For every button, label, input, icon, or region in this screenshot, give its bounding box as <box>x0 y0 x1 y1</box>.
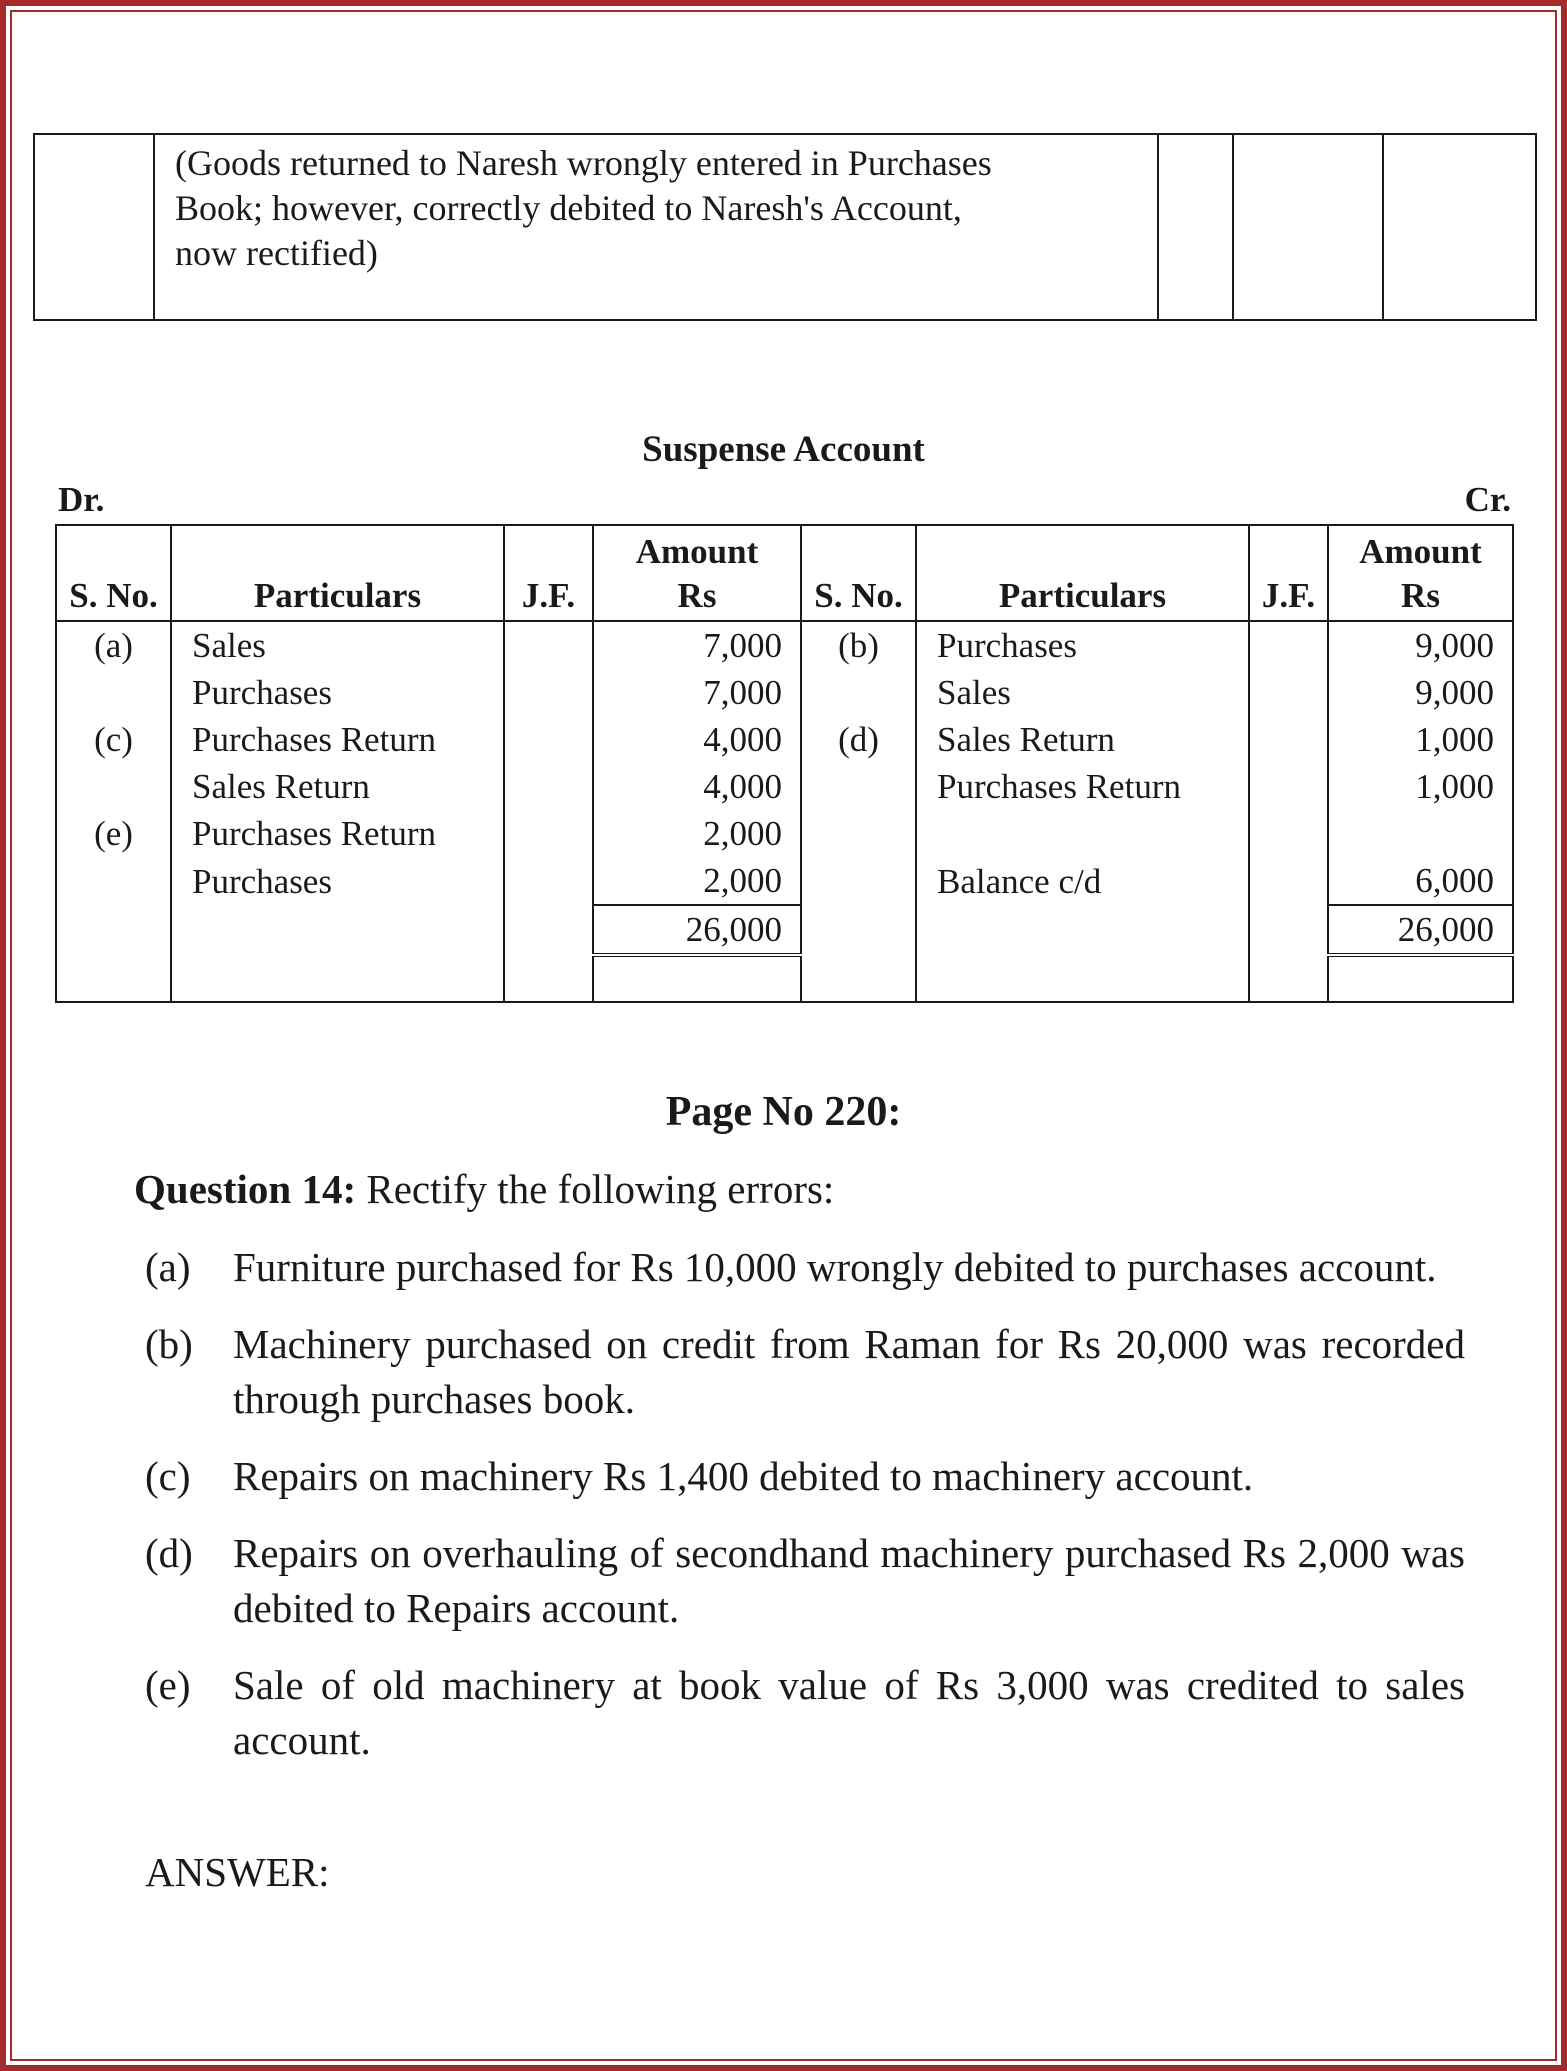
dr-label: Dr. <box>58 480 105 519</box>
cr-particulars: Sales <box>916 669 1249 716</box>
item-label: (a) <box>145 1244 191 1290</box>
dr-amount: 4,000 <box>593 763 801 810</box>
closing-cell <box>916 955 1249 1002</box>
cr-particulars <box>916 810 1249 857</box>
ledger-total-row <box>56 905 1513 955</box>
dr-particulars: Sales <box>171 621 504 669</box>
dr-sno <box>56 763 171 810</box>
dr-particulars: Purchases Return <box>171 716 504 763</box>
ledger-row <box>56 763 1513 810</box>
question-item <box>145 1658 1465 1768</box>
cr-jf <box>1249 716 1328 763</box>
item-text: Sale of old machinery at book value of Rs 3,000 was credited to sales account. <box>233 1662 1465 1763</box>
journal-narration-cell <box>154 134 1158 320</box>
question-heading <box>134 1165 834 1213</box>
item-label: (e) <box>145 1662 191 1708</box>
cr-jf <box>1249 621 1328 669</box>
header-dr-sno: S. No. <box>56 525 171 621</box>
closing-cell <box>1328 955 1513 1002</box>
dr-total: 26,000 <box>593 905 801 955</box>
dr-particulars: Sales Return <box>171 763 504 810</box>
cr-amount: 1,000 <box>1328 716 1513 763</box>
dr-jf <box>504 669 593 716</box>
cr-sno: (d) <box>801 716 916 763</box>
header-dr-particulars: Particulars <box>171 525 504 621</box>
cr-particulars: Purchases Return <box>916 763 1249 810</box>
cr-sno: (b) <box>801 621 916 669</box>
dr-sno: (e) <box>56 810 171 857</box>
item-text: Machinery purchased on credit from Raman for Rs 20,000 was recorded through purchases book. <box>233 1321 1465 1422</box>
journal-lf-cell <box>1158 134 1233 320</box>
ledger-row <box>56 716 1513 763</box>
dr-particulars: Purchases <box>171 857 504 905</box>
cr-particulars: Purchases <box>916 621 1249 669</box>
closing-cell <box>1249 955 1328 1002</box>
header-cr-particulars: Particulars <box>916 525 1249 621</box>
cr-jf <box>1249 669 1328 716</box>
ledger-row <box>56 669 1513 716</box>
dr-jf <box>504 621 593 669</box>
cr-sno <box>801 810 916 857</box>
dr-amount: 7,000 <box>593 669 801 716</box>
dr-particulars <box>171 905 504 955</box>
amount-label: Amount <box>635 532 759 571</box>
suspense-ledger <box>55 524 1514 1003</box>
dr-amount: 2,000 <box>593 810 801 857</box>
dr-sno <box>56 669 171 716</box>
closing-cell <box>504 955 593 1002</box>
cr-jf <box>1249 857 1328 905</box>
cr-particulars: Sales Return <box>916 716 1249 763</box>
narration-line: (Goods returned to Naresh wrongly entered in Purchases <box>175 143 992 183</box>
dr-jf <box>504 810 593 857</box>
question-text: Rectify the following errors: <box>356 1166 835 1212</box>
narration-line: Book; however, correctly debited to Naresh's Account, <box>175 188 962 228</box>
ledger-row <box>56 810 1513 857</box>
closing-cell <box>593 955 801 1002</box>
cr-sno <box>801 763 916 810</box>
closing-cell <box>171 955 504 1002</box>
answer-label: ANSWER: <box>145 1849 330 1895</box>
question-item <box>145 1449 1465 1504</box>
cr-particulars <box>916 905 1249 955</box>
dr-sno <box>56 857 171 905</box>
journal-entry-table <box>33 133 1537 321</box>
journal-debit-cell <box>1233 134 1383 320</box>
cr-sno <box>801 857 916 905</box>
cr-amount: 1,000 <box>1328 763 1513 810</box>
cr-total: 26,000 <box>1328 905 1513 955</box>
question-items <box>145 1240 1465 1790</box>
item-text: Furniture purchased for Rs 10,000 wrongly debited to purchases account. <box>233 1244 1437 1290</box>
cr-amount: 9,000 <box>1328 669 1513 716</box>
dr-particulars: Purchases Return <box>171 810 504 857</box>
header-dr-amount <box>593 525 801 621</box>
header-cr-jf: J.F. <box>1249 525 1328 621</box>
ledger-closing-row <box>56 955 1513 1002</box>
dr-amount: 7,000 <box>593 621 801 669</box>
amount-unit: Rs <box>677 576 717 615</box>
amount-unit: Rs <box>1401 576 1440 615</box>
item-label: (c) <box>145 1453 191 1499</box>
dr-amount: 2,000 <box>593 857 801 905</box>
ledger-row <box>56 857 1513 905</box>
dr-jf <box>504 857 593 905</box>
header-cr-sno: S. No. <box>801 525 916 621</box>
suspense-title: Suspense Account <box>642 429 925 470</box>
question-label: Question 14: <box>134 1166 357 1212</box>
cr-particulars: Balance c/d <box>916 857 1249 905</box>
cr-amount: 6,000 <box>1328 857 1513 905</box>
item-text: Repairs on machinery Rs 1,400 debited to machinery account. <box>233 1453 1254 1499</box>
header-dr-jf: J.F. <box>504 525 593 621</box>
cr-jf <box>1249 905 1328 955</box>
dr-sno: (c) <box>56 716 171 763</box>
narration-line: now rectified) <box>175 233 378 273</box>
amount-label: Amount <box>1359 532 1482 571</box>
question-item <box>145 1240 1465 1295</box>
dr-jf <box>504 905 593 955</box>
cr-label: Cr. <box>1464 480 1511 519</box>
closing-cell <box>56 955 171 1002</box>
cr-sno <box>801 905 916 955</box>
item-label: (d) <box>145 1530 193 1576</box>
dr-jf <box>504 716 593 763</box>
dr-amount: 4,000 <box>593 716 801 763</box>
page-number-heading: Page No 220: <box>665 1089 902 1135</box>
journal-credit-cell <box>1383 134 1536 320</box>
header-cr-amount <box>1328 525 1513 621</box>
item-text: Repairs on overhauling of secondhand machinery purchased Rs 2,000 was debited to Repairs account. <box>233 1530 1465 1631</box>
dr-particulars: Purchases <box>171 669 504 716</box>
question-item <box>145 1317 1465 1427</box>
dr-sno <box>56 905 171 955</box>
journal-date-cell <box>34 134 154 320</box>
question-item <box>145 1526 1465 1636</box>
cr-amount <box>1328 810 1513 857</box>
closing-cell <box>801 955 916 1002</box>
cr-jf <box>1249 810 1328 857</box>
dr-jf <box>504 763 593 810</box>
dr-sno: (a) <box>56 621 171 669</box>
ledger-body <box>56 621 1513 1002</box>
ledger-row <box>56 621 1513 669</box>
cr-jf <box>1249 763 1328 810</box>
cr-sno <box>801 669 916 716</box>
cr-amount: 9,000 <box>1328 621 1513 669</box>
item-label: (b) <box>145 1321 193 1367</box>
